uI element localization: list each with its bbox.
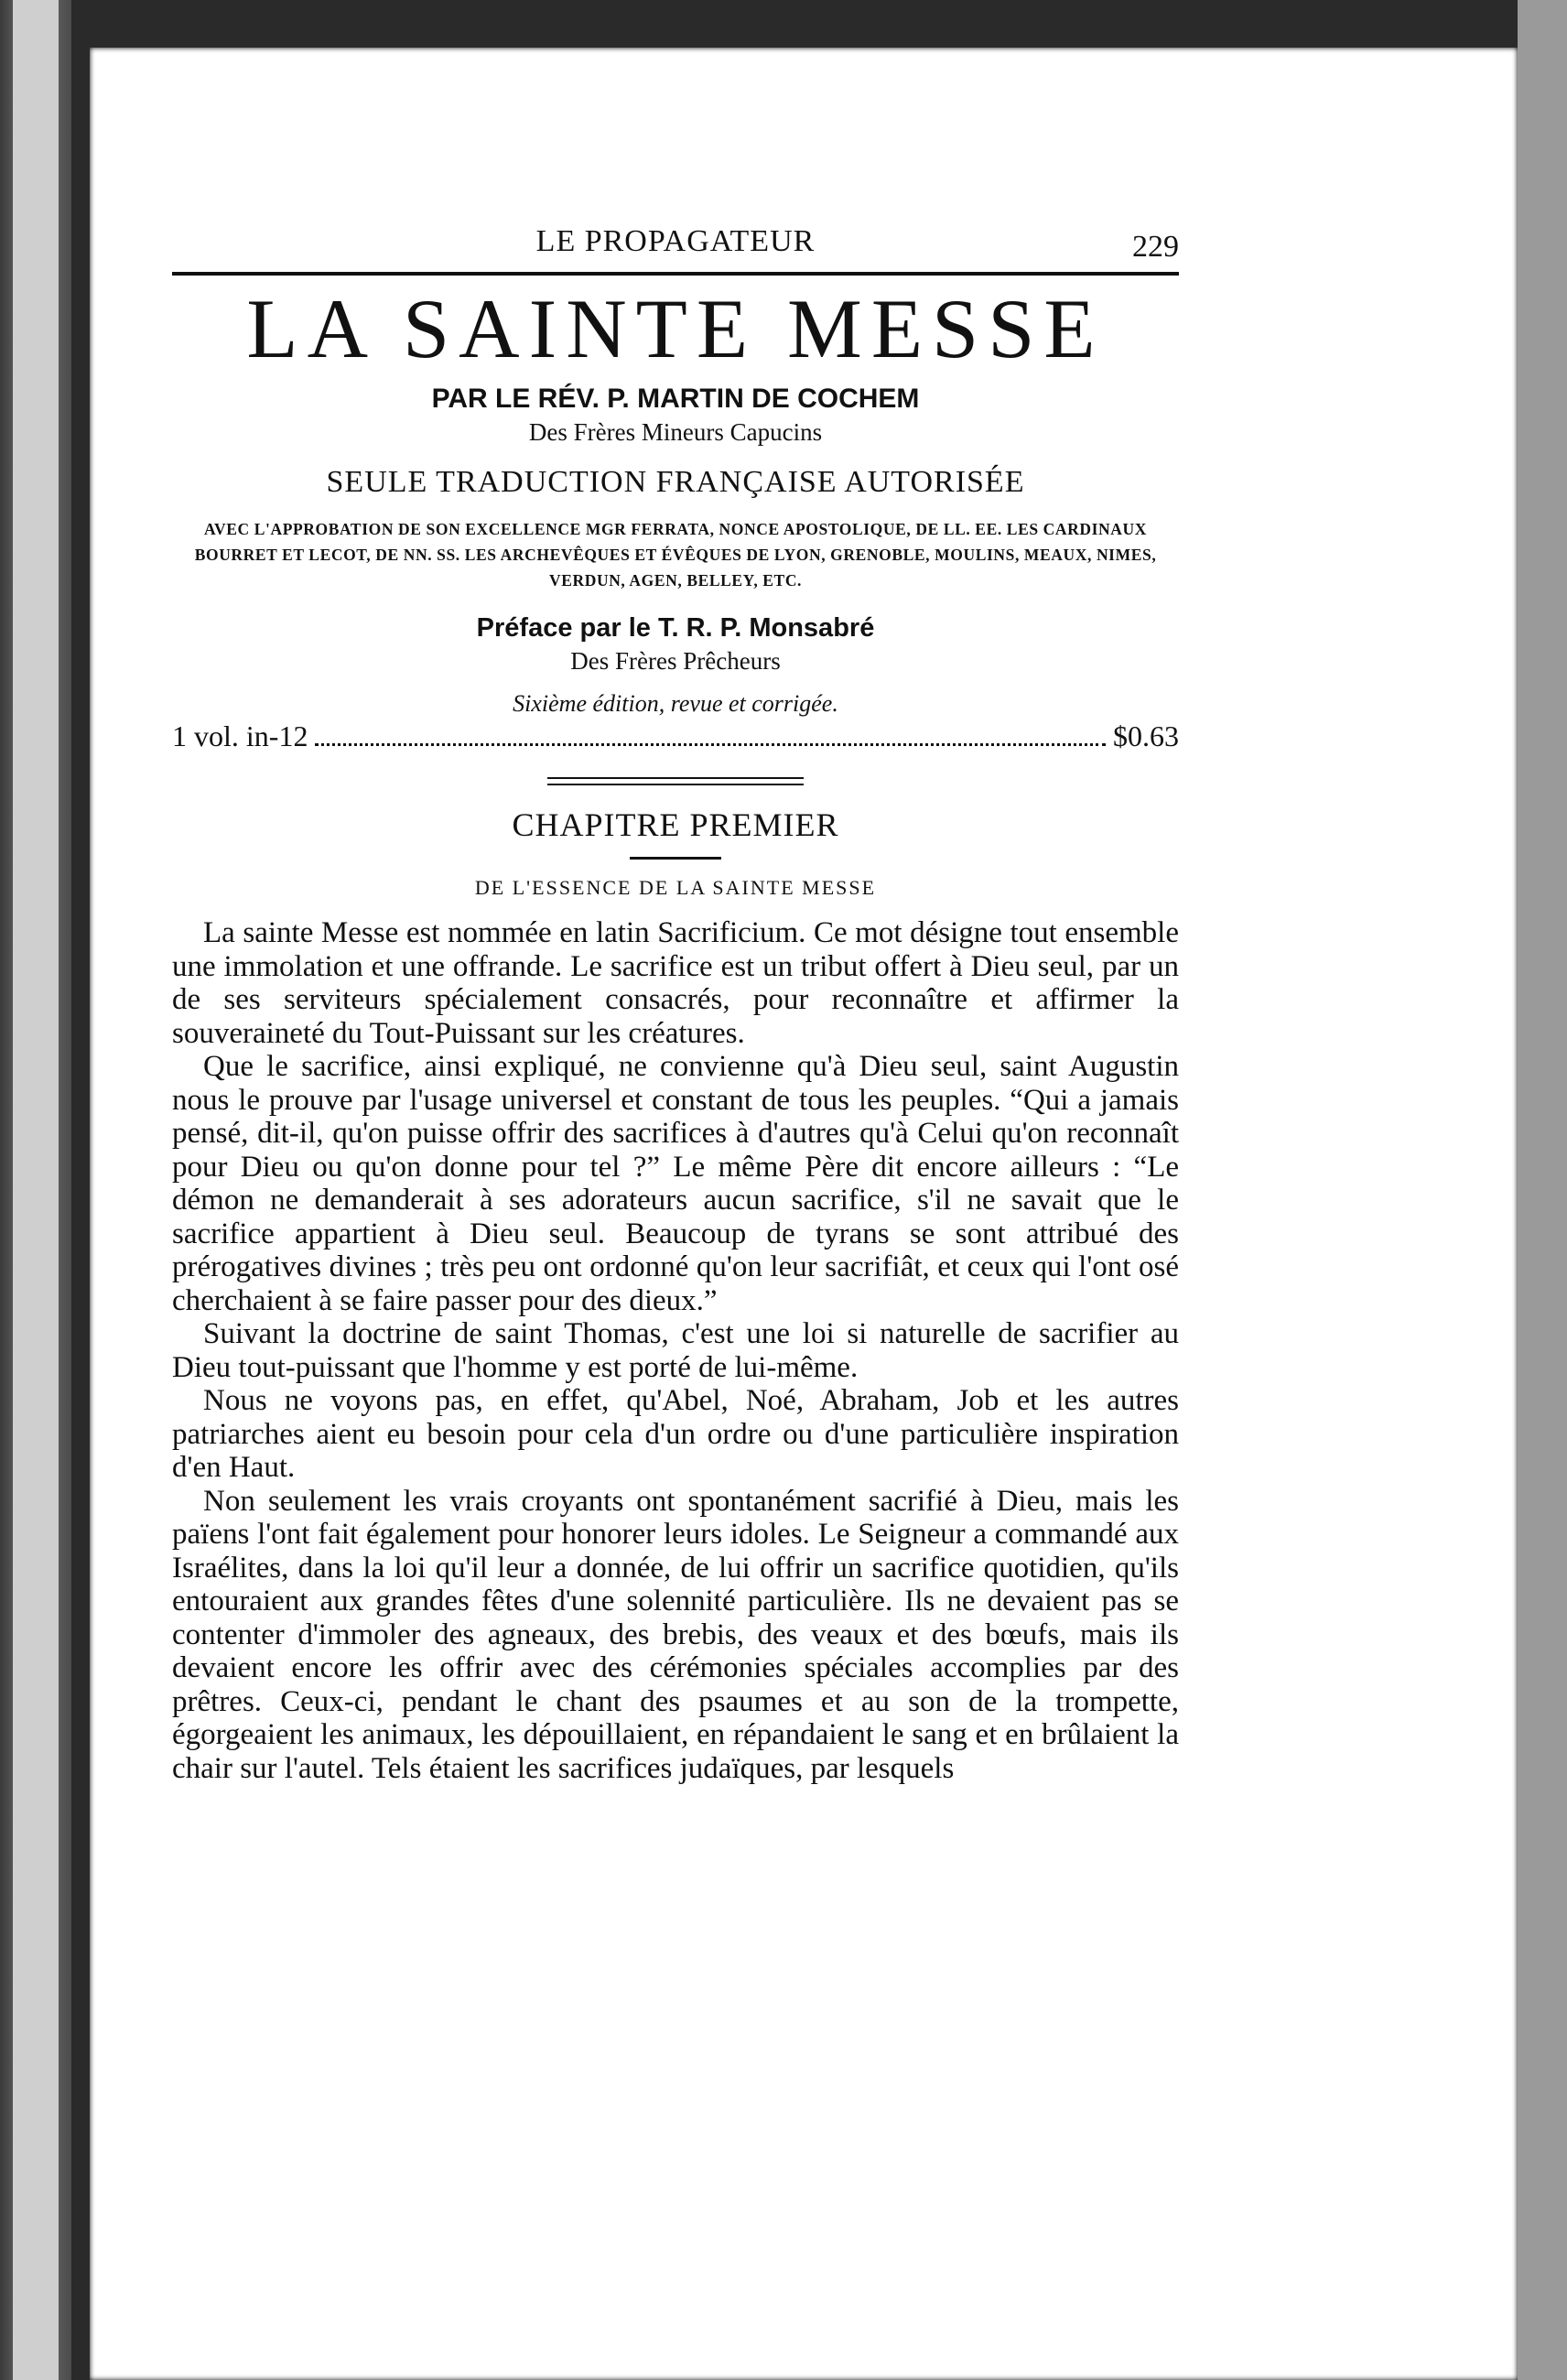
page <box>90 48 1518 2380</box>
paragraph: Suivant la doctrine de saint Thomas, c'est une loi si naturelle de sacrifier au Dieu tout-puissant que l'homme y est porté de lui-même. <box>172 1317 1179 1384</box>
price-row <box>172 719 1179 753</box>
preface-order: Des Frères Prêcheurs <box>570 647 781 675</box>
page-content <box>172 217 1179 1785</box>
author-order: Des Frères Mineurs Capucins <box>528 418 823 446</box>
running-title: LE PROPAGATEUR <box>535 224 816 258</box>
page-number: 229 <box>1132 230 1179 264</box>
chapter-body <box>172 916 1179 1785</box>
preface-line: Préface par le T. R. P. Monsabré <box>476 613 875 643</box>
running-head <box>172 217 1179 276</box>
paragraph: Que le sacrifice, ainsi expliqué, ne convienne qu'à Dieu seul, saint Augustin nous le prouve par l'usage universel et constant de tous les peuples. “Qui a jamais pensé, dit-il, qu'on puisse offrir des sacrifices à d'autres qu'à Celui qu'on reconnaît pour Dieu ou qu'on donne pour tel ?” Le même Père dit encore ailleurs : “Le démon ne demanderait à ses adorateurs aucun sacrifice, s'il ne savait que le sacrifice appartient à Dieu seul. Beaucoup de tyrans se sont attribué des prérogatives divines ; très peu ont ordonné qu'on leur sacrifiât, et ceux qui l'ont osé cherchaient à se faire passer pour des dieux.” <box>172 1050 1179 1317</box>
paragraph: Nous ne voyons pas, en effet, qu'Abel, Noé, Abraham, Job et les autres patriarches aient eu besoin pour cela d'un ordre ou d'une particulière inspiration d'en Haut. <box>172 1384 1179 1484</box>
chapter-heading: CHAPITRE PREMIER <box>512 806 839 843</box>
price-value: $0.63 <box>1113 719 1179 752</box>
double-rule-divider <box>547 777 804 785</box>
translation-note: SEULE TRADUCTION FRANÇAISE AUTORISÉE <box>326 465 1025 499</box>
paragraph: La sainte Messe est nommée en latin Sacrificium. Ce mot désigne tout ensemble une immolation et une offrande. Le sacrifice est un tribut offert à Dieu seul, par un de ses serviteurs spécialement consacrés, pour reconnaître et affirmer la souveraineté du Tout-Puissant sur les créatures. <box>172 916 1179 1050</box>
paragraph: Non seulement les vrais croyants ont spontanément sacrifié à Dieu, mais les païens l'ont fait également pour honorer leurs idoles. Le Seigneur a commandé aux Israélites, dans la loi qu'il leur a donnée, de lui offrir un sacrifice quotidien, qu'ils entouraient aux grandes fêtes d'une solennité particulière. Ils ne devaient pas se contenter d'immoler des agneaux, des brebis, des veaux et des bœufs, mais ils devaient encore les offrir avec des cérémonies spéciales accomplies par des prêtres. Ceux-ci, pendant le chant des psaumes et au son de la trompette, égorgeaient les animaux, les dépouillaient, en répandaient le sang et en brûlaient la chair sur l'autel. Tels étaient les sacrifices judaïques, par lesquels <box>172 1484 1179 1785</box>
leader-dots <box>315 727 1106 746</box>
edition-note: Sixième édition, revue et corrigée. <box>513 690 838 717</box>
approbation-text: AVEC L'APPROBATION DE SON EXCELLENCE MGR FERRATA, NONCE APOSTOLIQUE, DE LL. EE. LES CARDINAUX BOURRET ET LECOT, DE NN. SS. LES ARCHEVÊQUES ET ÉVÊQUES DE LYON, GRENOBLE, MOULINS, MEAUX, NIMES, VERDUN, AGEN, BELLEY, ETC. <box>194 520 1157 590</box>
book-title: LA SAINTE MESSE <box>246 282 1105 375</box>
short-rule-divider <box>630 857 721 860</box>
volume-label: 1 vol. in-12 <box>172 719 308 752</box>
scan-right-margin <box>1518 0 1567 2380</box>
book-author: PAR LE RÉV. P. MARTIN DE COCHEM <box>431 384 920 414</box>
chapter-subheading: DE L'ESSENCE DE LA SAINTE MESSE <box>474 876 877 899</box>
previous-page-edge <box>13 0 59 2380</box>
